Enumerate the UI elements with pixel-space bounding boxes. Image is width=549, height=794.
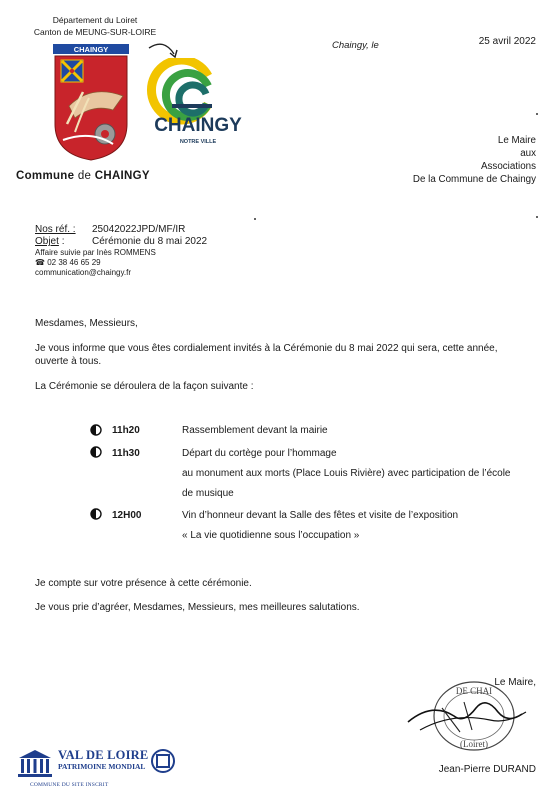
recipient-line: De la Commune de Chaingy (412, 174, 536, 185)
coat-of-arms-icon (53, 44, 129, 162)
recipient-line: Le Maire (497, 135, 536, 146)
intro-line: ouverte à tous. (35, 356, 102, 367)
intro-line: Je vous informe que vous êtes cordialement invités à la Cérémonie du 8 mai 2022 qui sera, cette année, (35, 343, 498, 354)
objet-value: Cérémonie du 8 mai 2022 (92, 236, 208, 247)
phone-row (35, 258, 207, 268)
val-de-loire-caption: COMMUNE DU SITE INSCRIT (30, 782, 109, 788)
intro-paragraph (35, 342, 537, 368)
recipient-line: Associations (481, 161, 536, 172)
email-address: communication@chaingy.fr (35, 268, 132, 277)
closing-line: Je compte sur votre présence à cette cérémonie. (35, 578, 252, 589)
commune-prefix: Commune (16, 170, 75, 182)
commune-title (16, 170, 150, 182)
contact-name: Affaire suivie par Inès ROMMENS (35, 248, 156, 257)
fold-mark (536, 216, 538, 218)
reference-row (35, 224, 207, 236)
program-line: de musique (182, 488, 234, 499)
program-time: 11h30 (112, 448, 140, 459)
program-line: Rassemblement devant la mairie (182, 425, 328, 436)
object-row (35, 236, 207, 248)
commune-name: CHAINGY (94, 170, 150, 182)
fold-mark (536, 113, 538, 115)
logo-tagline: NOTRE VILLE (179, 139, 217, 145)
program-line: « La vie quotidienne sous l’occupation » (182, 530, 360, 541)
fold-mark (254, 218, 256, 220)
program-description (182, 422, 549, 440)
program-intro: La Cérémonie se déroulera de la façon suivante : (35, 381, 254, 392)
place-line: Chaingy, le (332, 40, 379, 51)
half-circle-bullet-icon (90, 424, 102, 436)
logo-wordmark: CHAINGY (154, 115, 242, 136)
department-line: Département du Loiret (52, 15, 138, 25)
program-time: 11h20 (112, 425, 140, 436)
half-circle-bullet-icon (90, 508, 102, 520)
signature-title: Le Maire, (494, 677, 536, 688)
half-circle-bullet-icon (90, 446, 102, 458)
nos-ref-label: Nos réf. : (35, 224, 76, 235)
program-description (182, 444, 549, 504)
objet-colon: : (61, 236, 65, 247)
nos-ref-value: 25042022JPD/MF/IR (92, 224, 186, 235)
program-line: au monument aux morts (Place Louis Rivière) avec participation de l’école (182, 468, 511, 479)
recipient-line: aux (520, 148, 536, 159)
commune-de: de (77, 170, 92, 182)
letter-date: 25 avril 2022 (478, 36, 536, 47)
val-de-loire-title: VAL DE LOIRE (58, 748, 149, 762)
program-line: Vin d’honneur devant la Salle des fêtes et visite de l’exposition (182, 510, 459, 521)
program-time: 12H00 (112, 510, 142, 521)
val-de-loire-subtitle: PATRIMOINE MONDIAL (58, 762, 146, 771)
recipient-block (370, 134, 536, 186)
phone-icon: ☎ (35, 258, 45, 267)
salutation: Mesdames, Messieurs, (35, 318, 138, 329)
program-description (182, 506, 549, 546)
world-heritage-emblem-icon (150, 748, 176, 774)
program-line: Départ du cortège pour l’hommage (182, 448, 337, 459)
phone-number: 02 38 46 65 29 (47, 258, 101, 267)
reference-block (35, 224, 207, 278)
chaingy-logo-icon (144, 58, 252, 154)
stamp-bottom-text: (Loiret) (460, 739, 488, 749)
crest-banner-text: CHAINGY (73, 45, 109, 54)
closing-line: Je vous prie d’agréer, Mesdames, Messieurs, mes meilleures salutations. (35, 602, 360, 613)
canton-line: Canton de MEUNG-SUR-LOIRE (33, 27, 157, 37)
signature-name: Jean-Pierre DURAND (438, 764, 536, 775)
stamp-top-text: DE CHAI (455, 686, 493, 696)
department-header (20, 14, 170, 38)
unesco-temple-icon (16, 748, 54, 778)
objet-label: Objet (35, 236, 59, 247)
